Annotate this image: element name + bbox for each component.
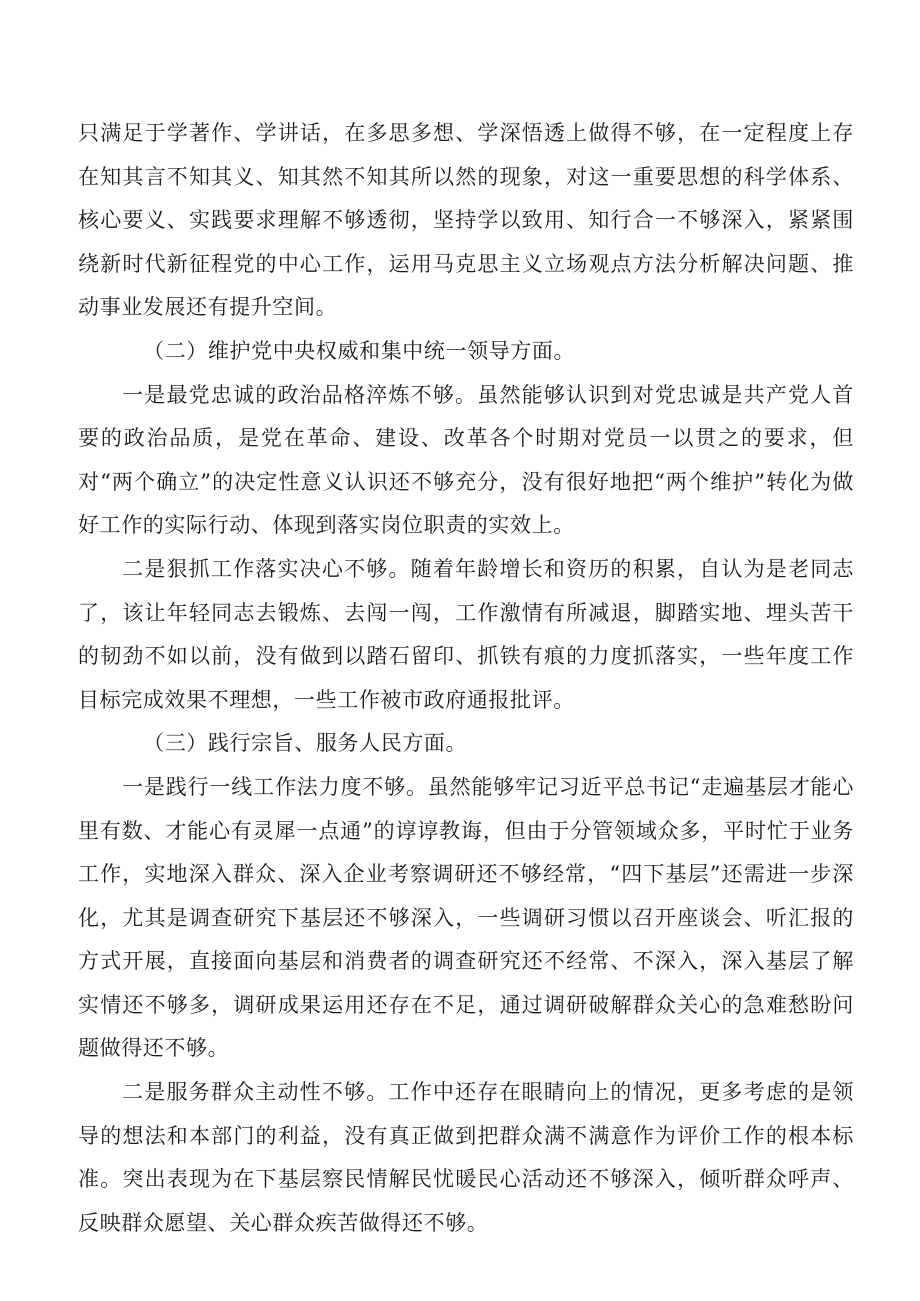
section-heading-2: （二）维护党中央权威和集中统一领导方面。 [143, 338, 576, 363]
paragraph-continued: 只满足于学著作、学讲话，在多思多想、学深悟透上做得不够，在一定程度上存在知其言不知其义、知其然不知其所以然的现象，对这一重要思想的科学体系、核心要义、实践要求理解不够透彻，坚持学以致用、知行合一不够深入，紧紧围绕新时代新征程党的中心工作，运用马克思主义立场观点方法分析解决问题、推动事业发展还有提升空间。 [78, 121, 854, 320]
document-body [78, 112, 854, 1245]
paragraph: 一是践行一线工作法力度不够。虽然能够牢记习近平总书记“走遍基层才能心里有数、才能心有灵犀一点通”的谆谆教诲，但由于分管领域众多，平时忙于业务工作，实地深入群众、深入企业考察调研还不够经常，“四下基层”还需进一步深化，尤其是调查研究下基层还不够深入，一些调研习惯以召开座谈会、听汇报的方式开展，直接面向基层和消费者的调查研究还不经常、不深入，深入基层了解实情还不够多，调研成果运用还存在不足，通过调研破解群众关心的急难愁盼问题做得还不够。 [78, 774, 854, 1061]
section-heading-3: （三）践行宗旨、服务人民方面。 [143, 731, 468, 756]
paragraph: 二是服务群众主动性不够。工作中还存在眼睛向上的情况，更多考虑的是领导的想法和本部门的利益，没有真正做到把群众满不满意作为评价工作的根本标准。突出表现为在下基层察民情解民忧暖民心活动还不够深入，倾听群众呼声、反映群众愿望、关心群众疾苦做得还不够。 [78, 1080, 854, 1235]
paragraph: 一是最党忠诚的政治品格淬炼不够。虽然能够认识到对党忠诚是共产党人首要的政治品质，是党在革命、建设、改革各个时期对党员一以贯之的要求，但对“两个确立”的决定性意义认识还不够充分，没有很好地把“两个维护”转化为做好工作的实际行动、体现到落实岗位职责的实效上。 [78, 382, 854, 538]
paragraph: 二是狠抓工作落实决心不够。随着年龄增长和资历的积累，自认为是老同志了，该让年轻同志去锻炼、去闯一闯，工作激情有所减退，脚踏实地、埋头苦干的韧劲不如以前，没有做到以踏石留印、抓铁有痕的力度抓落实，一些年度工作目标完成效果不理想，一些工作被市政府通报批评。 [78, 556, 854, 712]
